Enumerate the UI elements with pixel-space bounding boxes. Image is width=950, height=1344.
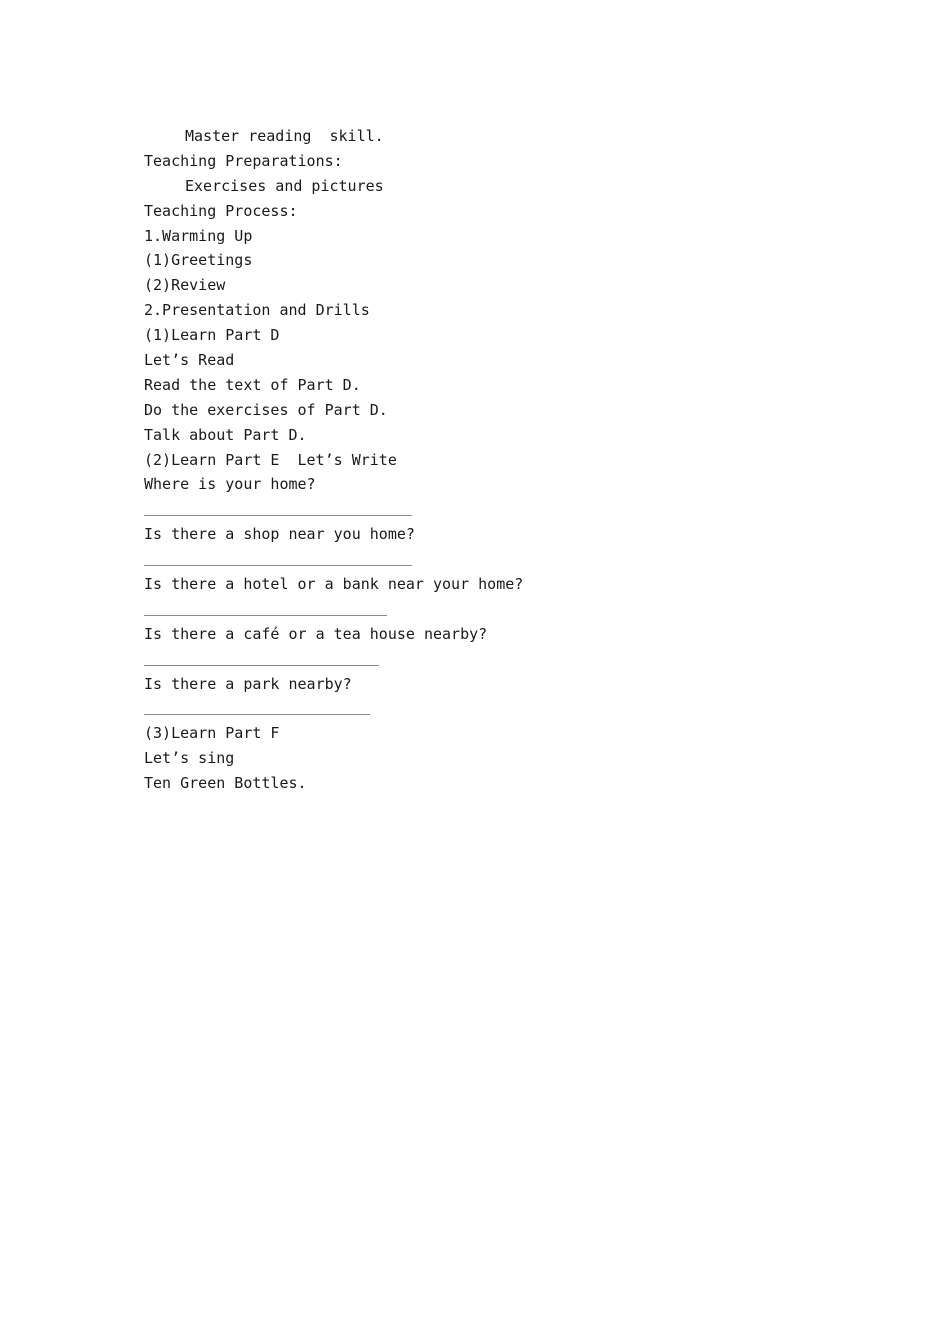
answer-line xyxy=(144,696,824,721)
text-line: (2)Learn Part E Let’s Write xyxy=(144,450,397,469)
text-line: Ten Green Bottles. xyxy=(144,774,307,793)
text-line: Master reading skill. xyxy=(185,127,384,145)
text-line: Let’s sing xyxy=(144,749,235,768)
text-line: 1.Warming Up xyxy=(144,226,253,245)
answer-line xyxy=(144,597,824,622)
answer-line xyxy=(144,647,824,672)
text-line: Do the exercises of Part D. xyxy=(144,400,388,419)
text-line: Where is your home? xyxy=(144,475,316,494)
answer-rule xyxy=(144,714,370,715)
answer-rule xyxy=(144,665,379,666)
text-line: Is there a hotel or a bank near your home? xyxy=(144,575,524,594)
text-line: Teaching Preparations: xyxy=(144,151,343,170)
answer-rule xyxy=(144,615,387,616)
text-line: Let’s Read xyxy=(144,351,235,370)
answer-line xyxy=(144,497,824,522)
text-line: Talk about Part D. xyxy=(144,425,307,444)
answer-rule xyxy=(144,515,412,516)
text-line: Teaching Process: xyxy=(144,201,298,220)
text-line: 2.Presentation and Drills xyxy=(144,301,370,320)
text-line: (1)Learn Part D xyxy=(144,326,280,345)
text-line: Exercises and pictures xyxy=(185,176,384,195)
answer-line xyxy=(144,547,824,572)
text-line: (3)Learn Part F xyxy=(144,724,280,743)
answer-rule xyxy=(144,565,412,566)
text-line: (1)Greetings xyxy=(144,251,253,270)
text-line: (2)Review xyxy=(144,276,226,295)
document-body xyxy=(144,124,824,796)
text-line: Is there a shop near you home? xyxy=(144,525,415,544)
text-line: Read the text of Part D. xyxy=(144,375,361,394)
text-line: Is there a park nearby? xyxy=(144,674,352,693)
text-line: Is there a café or a tea house nearby? xyxy=(144,624,488,643)
